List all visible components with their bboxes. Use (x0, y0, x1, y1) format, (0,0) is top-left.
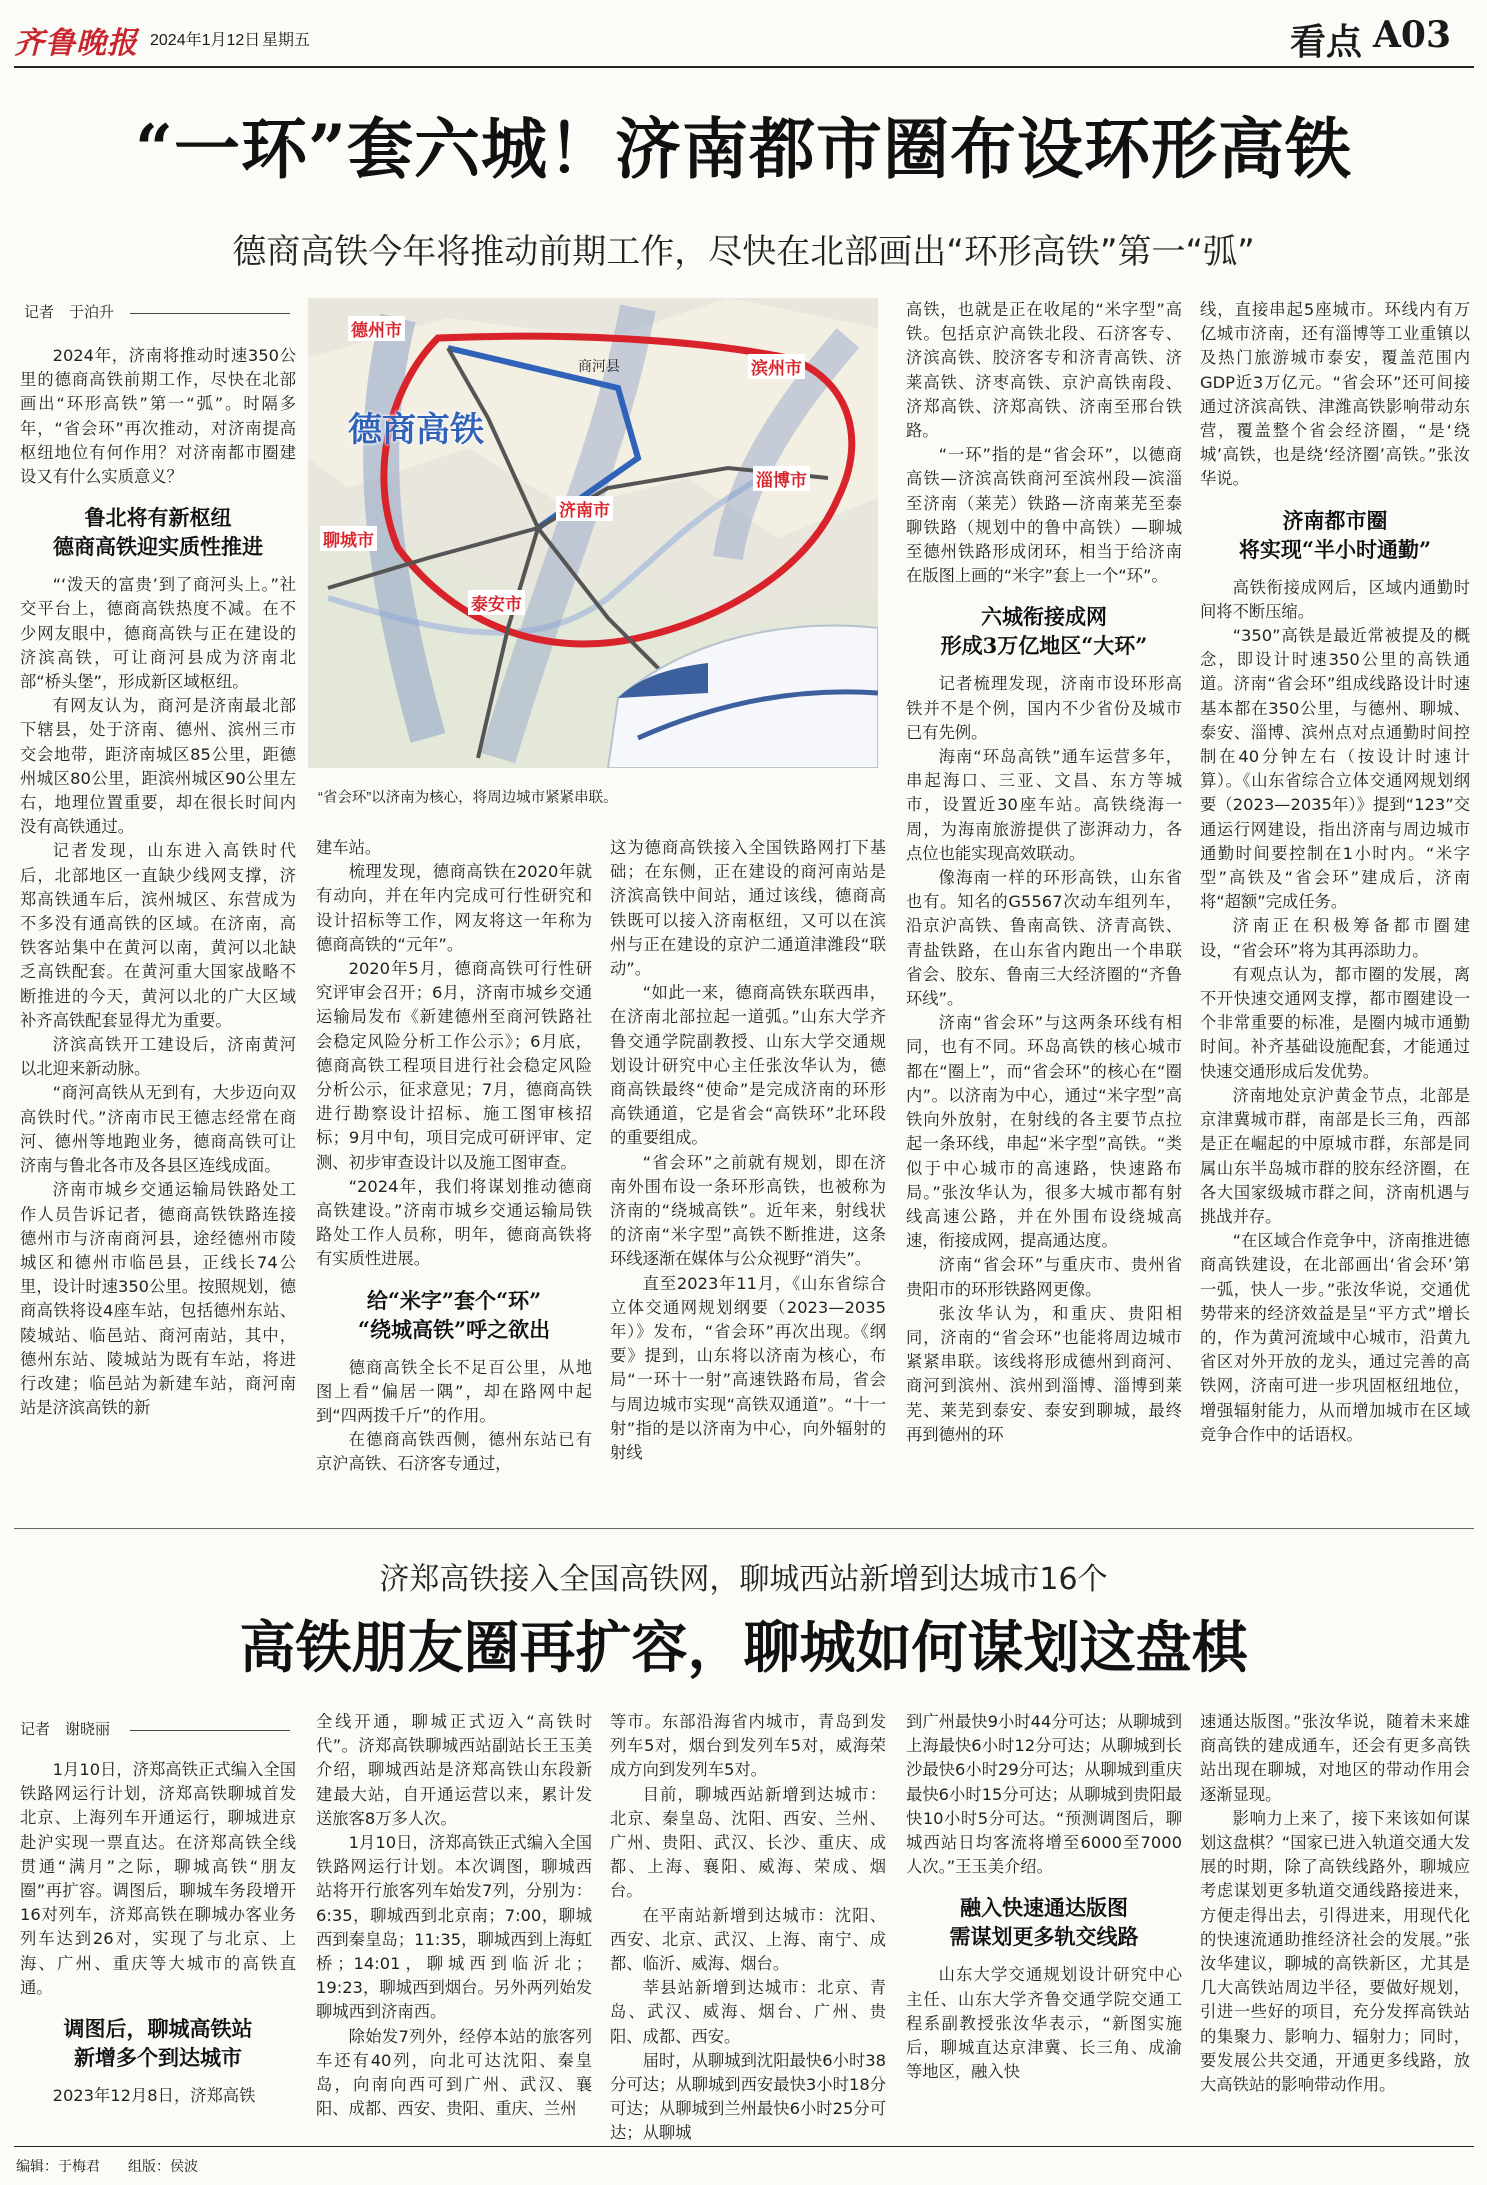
paragraph: 直至2023年11月，《山东省综合立体交通网规划纲要（2023—2035年）》发布，“省会环”再次出现。《纲要》提到，山东将以济南为核心，布局“一环十一射”高速铁路布局，省会与周边城市实现“高铁双通道”。“十一射”指的是以济南为中心，向外辐射的射线 (610, 1273, 886, 1463)
paragraph: 目前，聊城西站新增到达城市：北京、秦皇岛、沈阳、西安、兰州、广州、贵阳、武汉、长沙、重庆、成都、上海、襄阳、威海、荣成、烟台。 (610, 1784, 886, 1901)
story1-col4 (906, 298, 1182, 1447)
paragraph: 莘县站新增到达城市：北京、青岛、武汉、威海、烟台、广州、贵阳、成都、西安。 (610, 1978, 886, 2046)
paragraph: 有网友认为，商河是济南最北部下辖县，处于济南、德州、滨州三市交会地带，距济南城区85公里，距德州城区80公里，距滨州城区90公里左右，地理位置重要，却在很长时间内没有高铁通过。 (20, 696, 296, 837)
story2-col2 (316, 1710, 592, 2121)
paragraph: 山东大学交通规划设计研究中心主任、山东大学齐鲁交通学院交通工程系副教授张汝华表示，“新图实施后，聊城直达京津冀、长三角、成渝等地区，融入快 (906, 1965, 1182, 2082)
masthead-logo: 齐鲁晚报 (14, 26, 138, 61)
paragraph: 全线开通，聊城正式迈入“高铁时代”。济郑高铁聊城西站副站长王玉美介绍，聊城西站是济郑高铁山东段新建最大站，自开通运营以来，累计发送旅客8万多人次。 (316, 1712, 592, 1828)
paragraph: “如此一来，德商高铁东联西串，在济南北部拉起一道弧。”山东大学齐鲁交通学院副教授、山东大学交通规划设计研究中心主任张汝华认为，德商高铁最终“使命”是完成济南的环形高铁通道，它是省会“高铁环”北环段的重要组成。 (610, 983, 886, 1148)
footer-rule (14, 2146, 1474, 2147)
subhead-6: 融入快速通达版图 需谋划更多轨交线路 (949, 1895, 1139, 1950)
paragraph: 建车站。 (316, 838, 382, 857)
paragraph: “2024年，我们将谋划推动德商高铁建设。”济南市城乡交通运输局铁路处工作人员称，明年，德商高铁将有实质性进展。 (316, 1176, 592, 1269)
paragraph: 在德商高铁西侧，德州东站已有京沪高铁、石济客专通过， (316, 1430, 592, 1474)
issue-date: 2024年1月12日 (150, 32, 261, 49)
paragraph: “350”高铁是最近常被提及的概念，即设计时速350公里的高铁通道。济南“省会环”组成线路设计时速基本都在350公里，与德州、聊城、泰安、淄博、滨州点对点通勤时间控制在40分钟左右（按设计时速计算）。《山东省综合立体交通网规划纲要（2023—2035年）》提到“123”交通运行网建设，指出济南与周边城市通勤时间要控制在1小时内。“米字型”高铁及“省会环”建成后，济南将“超额”完成任务。 (1200, 626, 1470, 912)
paragraph: 有观点认为，都市圈的发展，离不开快速交通网支撑，都市圈建设一个非常重要的标准，是圈内城市通勤时间。补齐基础设施配套，才能通过快速交通形成后发优势。 (1200, 964, 1470, 1081)
paragraph: 济南地处京沪黄金节点，北部是京津冀城市群，南部是长三角，西部是正在崛起的中原城市群，东部是同属山东半岛城市群的胶东经济圈，在各大国家级城市群之间，济南机遇与挑战并存。 (1200, 1085, 1470, 1226)
byline-rule-1 (130, 313, 290, 314)
story1-col5 (1200, 298, 1470, 1447)
paragraph: “省会环”之前就有规划，即在济南外围布设一条环形高铁，也被称为济南的“绕城高铁”。近年来，射线状的济南“米字型”高铁不断推进，这条环线逐渐在媒体与公众视野“消失”。 (610, 1152, 886, 1269)
paragraph: 高铁，也就是正在收尾的“米字型”高铁。包括京沪高铁北段、石济客专、济滨高铁、胶济客专和济青高铁、济莱高铁、济枣高铁、京沪高铁南段、济郑高铁、济郑高铁、济南至邢台铁路。 (906, 300, 1182, 441)
page-number: A03 (1373, 14, 1452, 56)
paragraph: 德商高铁全长不足百公里，从地图上看“偏居一隅”，却在路网中起到“四两拨千斤”的作用。 (316, 1357, 592, 1426)
map-label-dezhou: 德州市 (348, 316, 405, 341)
map-label-jinan: 济南市 (556, 496, 613, 521)
paragraph: 1月10日，济郑高铁正式编入全国铁路网运行计划。本次调图，聊城西站将开行旅客列车始发7列，分别为：6:35，聊城西到北京南；7:00，聊城西到秦皇岛；11:35，聊城西到上海虹桥；14:01，聊城西到临沂北；19:23，聊城西到烟台。另外两列始发聊城西到济南西。 (316, 1833, 592, 2022)
paragraph: 2020年5月，德商高铁可行性研究评审会召开；6月，济南市城乡交通运输局发布《新建德州至商河铁路社会稳定风险分析工作公示》；6月底，德商高铁工程项目进行社会稳定风险分析公示，征求意见；7月，德商高铁进行勘察设计招标、施工图审核招标；9月中旬，项目完成可研评审、定测、初步审查设计以及施工图审查。 (316, 959, 592, 1172)
paragraph: 济南“省会环”与这两条环线有相同，也有不同。环岛高铁的核心城市都在“圈上”，而“省会环”的核心在“圈内”。以济南为中心，通过“米字型”高铁向外放射，在射线的各主要节点拉起一条环线，串起“米字型”高铁。“类似于中心城市的高速路，快速路布局。”张汝华认为，很多大城市都有射线高速公路，并在外围布设绕城高速，衔接成网，提高通达度。 (906, 1013, 1182, 1251)
paragraph: 记者梳理发现，济南市设环形高铁并不是个例，国内不少省份及城市已有先例。 (906, 674, 1182, 742)
deck-2: 济郑高铁接入全国高铁网，聊城西站新增到达城市16个 (379, 1562, 1108, 1597)
paragraph: 高铁衔接成网后，区域内通勤时间将不断压缩。 (1200, 577, 1470, 621)
paragraph: 张汝华认为，和重庆、贵阳相同，济南的“省会环”也能将周边城市紧紧串联。该线将形成德州到商河、商河到滨州、滨州到淄博、淄博到莱芜、莱芜到泰安、泰安到聊城，最终再到德州的环 (906, 1303, 1182, 1444)
paragraph: 届时，从聊城到沈阳最快6小时38分可达；从聊城到西安最快3小时18分可达；从聊城到兰州最快6小时25分可达；从聊城 (610, 2050, 886, 2143)
headline-2: 高铁朋友圈再扩容，聊城如何谋划这盘棋 (239, 1615, 1248, 1681)
subhead-1: 鲁北将有新枢纽 德商高铁迎实质性推进 (53, 505, 263, 560)
map-label-taian: 泰安市 (468, 590, 525, 615)
story2-col1 (20, 1758, 296, 2108)
paragraph: 到广州最快9小时44分可达；从聊城到上海最快6小时12分可达；从聊城到长沙最快6小时29分可达；从聊城到重庆最快6小时15分可达；从聊城到贵阳最快10小时5分可达。“预测调图后，聊城西站日均客流将增至6000至7000人次。”王玉美介绍。 (906, 1712, 1182, 1877)
subhead-3: 六城衔接成网 形成3万亿地区“大环” (940, 604, 1148, 659)
subhead-5: 调图后，聊城高铁站 新增多个到达城市 (63, 2016, 253, 2071)
paragraph: 影响力上来了，接下来该如何谋划这盘棋？“国家已进入轨道交通大发展的时期，除了高铁线路外，聊城应考虑谋划更多轨道交通线路接进来，方便走得出去，引得进来，用现代化的快速流通助推经济社会的发展。”张汝华建议，聊城的高铁新区，尤其是几大高铁站周边半径，要做好规划，引进一些好的项目，充分发挥高铁站的集聚力、影响力、辐射力；同时，要发展公共交通，开通更多线路，放大高铁站的影响带动作用。 (1200, 1808, 1470, 2095)
subhead-2: 给“米字”套个“环” “绕城高铁”呼之欲出 (357, 1287, 551, 1342)
story-divider (14, 1528, 1474, 1529)
paragraph: 1月10日，济郑高铁正式编入全国铁路网运行计划，济郑高铁聊城首发北京、上海列车开通运行，聊城进京赴沪实现一票直达。在济郑高铁全线贯通“满月”之际，聊城高铁“朋友圈”再扩容。调图后，聊城车务段增开16对列车，济郑高铁在聊城办客业务列车达到26对，实现了与北京、上海、广州、重庆等大城市的高铁直通。 (20, 1760, 296, 1997)
story1-col3 (610, 836, 886, 1465)
paragraph: 济滨高铁开工建设后，济南黄河以北迎来新动脉。 (20, 1035, 296, 1079)
issue-weekday: 星期五 (262, 32, 311, 49)
map-caption: “省会环”以济南为核心，将周边城市紧紧串联。 (318, 790, 618, 806)
paragraph: 记者发现，山东进入高铁时代后，北部地区一直缺少线网支撑，济郑高铁通车后，滨州城区、东营成为不多没有通高铁的区域。在济南，高铁客站集中在黄河以南，黄河以北缺乏高铁配套。在黄河重大国家战略不断推进的今天，黄河以北的广大区域补齐高铁配套显得尤为重要。 (20, 841, 296, 1030)
paragraph: 等市。东部沿海省内城市，青岛到发列车5对，烟台到发列车5对，威海荣成方向到发列车5对。 (610, 1712, 886, 1780)
map-label-binzhou: 滨州市 (748, 354, 805, 379)
byline-rule-2 (130, 1730, 290, 1731)
paragraph: “在区域合作竞争中，济南推进德商高铁建设，在北部画出‘省会环’第一弧，快人一步。”张汝华说，交通优势带来的经济效益是呈“平方式”增长的，作为黄河流域中心城市，沿黄九省区对外开放的龙头，通过完善的高铁网，济南可进一步巩固枢纽地位，增强辐射能力，从而增加城市在区域竞争合作中的话语权。 (1200, 1231, 1470, 1444)
subhead-4: 济南都市圈 将实现“半小时通勤” (1238, 507, 1432, 562)
paragraph: 线，直接串起5座城市。环线内有万亿城市济南，还有淄博等工业重镇以及热门旅游城市泰安，覆盖范围内GDP近3万亿元。“省会环”还可间接通过济滨高铁、津潍高铁影响带动东营，覆盖整个省会经济圈，“是‘绕城’高铁，也是绕‘经济圈’高铁。”张汝华说。 (1200, 300, 1470, 489)
paragraph: “一环”指的是“省会环”，以德商高铁—济滨高铁商河至滨州段—滨淄至济南（莱芜）铁路—济南莱芜至泰聊铁路（规划中的鲁中高铁）—聊城至德州铁路形成闭环，相当于给济南在版图上画的“米字”套上一个“环”。 (906, 445, 1182, 586)
section-name: 看点 (1290, 21, 1363, 63)
paragraph: 2023年12月8日，济郑高铁 (52, 2086, 256, 2106)
paragraph: 2024年，济南将推动时速350公里的德商高铁前期工作，尽快在北部画出“环形高铁”第一“弧”。时隔多年，“省会环”再次推动，对济南提高枢纽地位有何作用？对济南都市圈建设又有什么实质意义？ (20, 346, 296, 487)
story2-col3 (610, 1710, 886, 2146)
deck-1: 德商高铁今年将推动前期工作，尽快在北部画出“环形高铁”第一“弧” (232, 232, 1255, 272)
byline-1: 记者 于泊升 (24, 304, 115, 321)
map-label-shanghe: 商河县 (578, 358, 620, 374)
paragraph: 这为德商高铁接入全国铁路网打下基础；在东侧，正在建设的商河南站是济滨高铁中间站，通过该线，德商高铁既可以接入济南枢纽，又可以在滨州与正在建设的京沪二通道津潍段“联动”。 (610, 838, 886, 979)
map-figure (308, 298, 878, 768)
paragraph: 海南“环岛高铁”通车运营多年，串起海口、三亚、文昌、东方等城市，设置近30座车站。高铁绕海一周，为海南旅游提供了澎湃动力，各点位也能实现高效联动。 (906, 747, 1182, 863)
footer-layout: 组版：侯波 (128, 2158, 198, 2174)
paragraph: 速通达版图。”张汝华说，随着未来雄商高铁的建成通车，还会有更多高铁站出现在聊城，对地区的带动作用会逐渐显现。 (1200, 1712, 1470, 1804)
paragraph: 在平南站新增到达城市：沈阳、西安、北京、武汉、上海、南宁、成都、临沂、威海、烟台。 (610, 1905, 886, 1974)
paragraph: “商河高铁从无到有，大步迈向双高铁时代。”济南市民王德志经常在商河、德州等地跑业务，德商高铁可让济南与鲁北各市及各县区连线成面。 (20, 1083, 296, 1176)
map-label-liaocheng: 聊城市 (320, 526, 377, 551)
story1-col1 (20, 344, 296, 1420)
paragraph: 济南“省会环”与重庆市、贵州省贵阳市的环形铁路网更像。 (906, 1255, 1182, 1299)
paragraph: 梳理发现，德商高铁在2020年就有动向，并在年内完成可行性研究和设计招标等工作，网友将这一年称为德商高铁的“元年”。 (316, 862, 592, 954)
paragraph: 像海南一样的环形高铁，山东省也有。知名的G5567次动车组列车，沿京沪高铁、鲁南高铁、济青高铁、青盐铁路，在山东省内跑出一个串联省会、胶东、鲁南三大经济圈的“齐鲁环线”。 (906, 868, 1182, 1009)
story2-col5 (1200, 1710, 1470, 2097)
map-label-zibo: 淄博市 (753, 466, 810, 491)
paragraph: 除始发7列外，经停本站的旅客列车还有40列，向北可达沈阳、秦皇岛，向南向西可到广州、武汉、襄阳、成都、西安、贵阳、重庆、兰州 (316, 2026, 592, 2119)
byline-2: 记者 谢晓丽 (20, 1721, 111, 1738)
footer-editor: 编辑：于梅君 (16, 2158, 100, 2174)
map-line-label: 德商高铁 (348, 411, 484, 449)
paragraph: “‘泼天的富贵’到了商河头上。”社交平台上，德商高铁热度不减。在不少网友眼中，德商高铁与正在建设的济滨高铁，可让商河县成为济南北部“桥头堡”，形成新区域枢纽。 (20, 575, 296, 692)
story2-col4 (906, 1710, 1182, 2084)
story1-col2 (316, 836, 592, 1477)
paragraph: 济南正在积极筹备都市圈建设，“省会环”将为其再添助力。 (1200, 916, 1470, 960)
headline-1: “一环”套六城！济南都市圈布设环形高铁 (135, 110, 1352, 188)
paragraph: 济南市城乡交通运输局铁路处工作人员告诉记者，德商高铁铁路连接德州市与济南商河县，途经德州市陵城区和德州市临邑县，正线长74公里，设计时速350公里。按照规划，德商高铁将设4座车站，包括德州东站、陵城站、临邑站、商河南站，其中，德州东站、陵城站为既有车站，将进行改建；临邑站为新建车站，商河南站是济滨高铁的新 (20, 1180, 296, 1418)
masthead-rule (14, 66, 1474, 68)
